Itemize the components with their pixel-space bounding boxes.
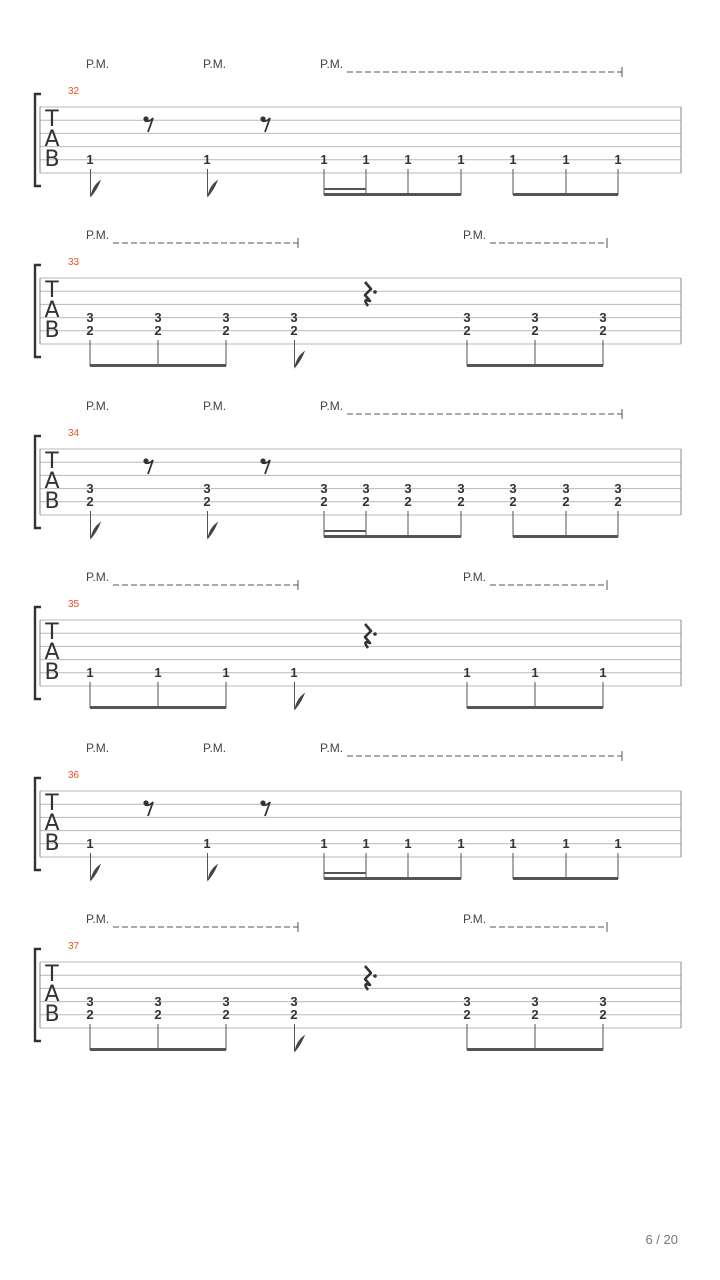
fret-number: 2 [463, 1007, 471, 1022]
fret-number: 2 [531, 323, 539, 338]
quarter-rest-icon [365, 624, 371, 648]
palm-mute-label: P.M. [86, 228, 110, 242]
tab-clef-letter-a: A [44, 127, 60, 152]
palm-mute-label: P.M. [320, 741, 344, 755]
note-beam [324, 877, 461, 880]
fret-number: 3 [222, 994, 230, 1009]
fret-number: 2 [463, 323, 471, 338]
palm-mute-label: P.M. [463, 912, 487, 926]
note-beam [513, 535, 618, 538]
note-beam [90, 1048, 226, 1051]
note-beam [467, 1048, 603, 1051]
fret-number: 1 [86, 152, 94, 167]
palm-mute-label: P.M. [203, 57, 227, 71]
eighth-flag-icon [295, 694, 304, 709]
tab-clef-letter-t: T [45, 791, 59, 816]
measure-number: 32 [68, 86, 80, 97]
rest-dot-icon [373, 974, 377, 978]
fret-number: 1 [320, 836, 328, 851]
fret-number: 3 [86, 481, 94, 496]
tab-clef-letter-t: T [45, 107, 59, 132]
fret-number: 3 [154, 994, 162, 1009]
fret-number: 3 [86, 994, 94, 1009]
quarter-rest-icon [365, 966, 371, 990]
fret-number: 1 [509, 152, 517, 167]
fret-number: 2 [290, 1007, 298, 1022]
fret-number: 3 [463, 994, 471, 1009]
fret-number: 3 [463, 310, 471, 325]
fret-number: 1 [562, 152, 570, 167]
fret-number: 3 [404, 481, 412, 496]
fret-number: 1 [86, 836, 94, 851]
fret-number: 1 [222, 665, 230, 680]
fret-number: 2 [290, 323, 298, 338]
tab-clef-letter-t: T [45, 278, 59, 303]
palm-mute-label: P.M. [203, 399, 227, 413]
tab-clef-letter-b: B [44, 1002, 60, 1027]
eighth-flag-icon [208, 181, 217, 196]
fret-number: 3 [203, 481, 211, 496]
eighth-flag-icon [208, 865, 217, 880]
fret-number: 2 [599, 323, 607, 338]
fret-number: 1 [614, 836, 622, 851]
fret-number: 2 [86, 323, 94, 338]
eighth-flag-icon [91, 181, 100, 196]
fret-number: 3 [599, 994, 607, 1009]
fret-number: 2 [86, 494, 94, 509]
fret-number: 1 [154, 665, 162, 680]
palm-mute-label: P.M. [203, 741, 227, 755]
fret-number: 1 [362, 836, 370, 851]
note-beam [513, 193, 618, 196]
fret-number: 2 [614, 494, 622, 509]
note-beam [324, 193, 461, 196]
fret-number: 3 [614, 481, 622, 496]
fret-number: 2 [404, 494, 412, 509]
tab-clef-letter-b: B [44, 831, 60, 856]
fret-number: 3 [290, 310, 298, 325]
palm-mute-label: P.M. [320, 57, 344, 71]
fret-number: 1 [404, 836, 412, 851]
measure-number: 37 [68, 941, 80, 952]
tab-clef-letter-a: A [44, 298, 60, 323]
fret-number: 1 [457, 836, 465, 851]
eighth-flag-icon [295, 352, 304, 367]
rest-dot-icon [373, 632, 377, 636]
measure-number: 33 [68, 257, 80, 268]
tab-clef-letter-a: A [44, 982, 60, 1007]
fret-number: 3 [531, 310, 539, 325]
palm-mute-label: P.M. [320, 399, 344, 413]
fret-number: 1 [509, 836, 517, 851]
note-beam-secondary [324, 530, 366, 532]
fret-number: 3 [222, 310, 230, 325]
fret-number: 3 [290, 994, 298, 1009]
fret-number: 1 [362, 152, 370, 167]
fret-number: 2 [531, 1007, 539, 1022]
fret-number: 3 [362, 481, 370, 496]
fret-number: 2 [320, 494, 328, 509]
eighth-flag-icon [91, 523, 100, 538]
eighth-flag-icon [208, 523, 217, 538]
fret-number: 1 [290, 665, 298, 680]
fret-number: 3 [86, 310, 94, 325]
fret-number: 2 [599, 1007, 607, 1022]
palm-mute-label: P.M. [86, 570, 110, 584]
fret-number: 2 [562, 494, 570, 509]
tab-clef-letter-b: B [44, 147, 60, 172]
fret-number: 1 [614, 152, 622, 167]
note-beam [467, 364, 603, 367]
palm-mute-label: P.M. [86, 741, 110, 755]
fret-number: 1 [86, 665, 94, 680]
fret-number: 1 [203, 152, 211, 167]
fret-number: 2 [86, 1007, 94, 1022]
fret-number: 2 [203, 494, 211, 509]
fret-number: 1 [531, 665, 539, 680]
note-beam [324, 535, 461, 538]
fret-number: 1 [404, 152, 412, 167]
page-number: 6 / 20 [645, 1232, 678, 1247]
fret-number: 1 [599, 665, 607, 680]
measure-number: 35 [68, 599, 80, 610]
quarter-rest-icon [365, 282, 371, 306]
fret-number: 3 [599, 310, 607, 325]
measure-number: 34 [68, 428, 80, 439]
fret-number: 3 [457, 481, 465, 496]
fret-number: 1 [320, 152, 328, 167]
palm-mute-label: P.M. [86, 399, 110, 413]
fret-number: 3 [531, 994, 539, 1009]
fret-number: 1 [463, 665, 471, 680]
note-beam-secondary [324, 872, 366, 874]
fret-number: 2 [509, 494, 517, 509]
fret-number: 2 [457, 494, 465, 509]
measure-number: 36 [68, 770, 80, 781]
tab-clef-letter-b: B [44, 318, 60, 343]
fret-number: 1 [457, 152, 465, 167]
fret-number: 3 [562, 481, 570, 496]
tab-clef-letter-a: A [44, 469, 60, 494]
tab-clef-letter-t: T [45, 962, 59, 987]
note-beam [513, 877, 618, 880]
rest-dot-icon [373, 290, 377, 294]
eighth-flag-icon [295, 1036, 304, 1051]
fret-number: 1 [562, 836, 570, 851]
fret-number: 2 [154, 323, 162, 338]
palm-mute-label: P.M. [86, 57, 110, 71]
fret-number: 2 [154, 1007, 162, 1022]
tab-clef-letter-b: B [44, 489, 60, 514]
palm-mute-label: P.M. [86, 912, 110, 926]
fret-number: 1 [203, 836, 211, 851]
tab-clef-letter-a: A [44, 811, 60, 836]
note-beam-secondary [324, 188, 366, 190]
fret-number: 2 [222, 1007, 230, 1022]
note-beam [90, 364, 226, 367]
note-beam [90, 706, 226, 709]
note-beam [467, 706, 603, 709]
tab-clef-letter-t: T [45, 449, 59, 474]
fret-number: 2 [222, 323, 230, 338]
palm-mute-label: P.M. [463, 228, 487, 242]
fret-number: 2 [362, 494, 370, 509]
eighth-flag-icon [91, 865, 100, 880]
fret-number: 3 [154, 310, 162, 325]
fret-number: 3 [320, 481, 328, 496]
palm-mute-label: P.M. [463, 570, 487, 584]
tab-clef-letter-b: B [44, 660, 60, 685]
fret-number: 3 [509, 481, 517, 496]
tab-clef-letter-t: T [45, 620, 59, 645]
tab-clef-letter-a: A [44, 640, 60, 665]
